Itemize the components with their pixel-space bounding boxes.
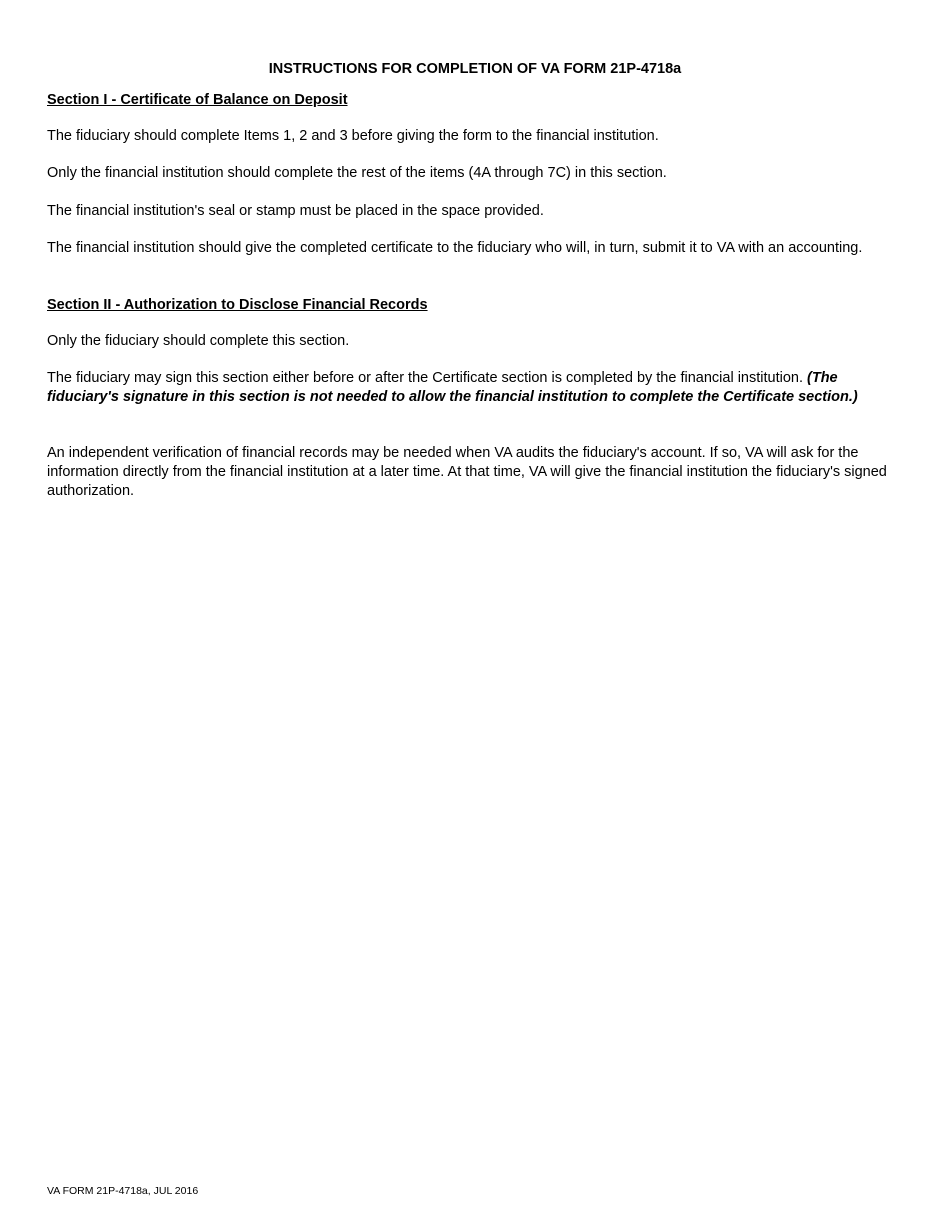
- section-2-paragraph-2-text: The fiduciary may sign this section either before or after the Certificate section is completed by the financial institution.: [47, 370, 803, 386]
- signature-note: (The fiduciary's signature in this section is not needed to allow the financial institution to complete the Certificate section.): [47, 370, 858, 405]
- section-2-paragraph-2: [47, 369, 903, 407]
- section-1-paragraph-1: The fiduciary should complete Items 1, 2 and 3 before giving the form to the financial institution.: [47, 128, 659, 144]
- section-2-paragraph-3: An independent verification of financial records may be needed when VA audits the fiduciary's account. If so, VA will ask for the information directly from the financial institution at a later time. At that time, VA will give the financial institution the fiduciary's signed authorization.: [47, 445, 887, 499]
- form-footer: VA FORM 21P-4718a, JUL 2016: [47, 1185, 199, 1197]
- section-2-paragraph-1: Only the fiduciary should complete this section.: [47, 333, 350, 349]
- page-title: INSTRUCTIONS FOR COMPLETION OF VA FORM 21P-4718a: [268, 61, 682, 77]
- section-1-paragraph-3: The financial institution's seal or stamp must be placed in the space provided.: [47, 203, 544, 219]
- section-1-heading: Section I - Certificate of Balance on Deposit: [47, 92, 348, 108]
- section-1-paragraph-4: The financial institution should give the completed certificate to the fiduciary who will, in turn, submit it to VA with an accounting.: [47, 240, 863, 256]
- section-1-paragraph-2: Only the financial institution should complete the rest of the items (4A through 7C) in this section.: [47, 165, 667, 181]
- section-2-heading: Section II - Authorization to Disclose Financial Records: [47, 297, 428, 313]
